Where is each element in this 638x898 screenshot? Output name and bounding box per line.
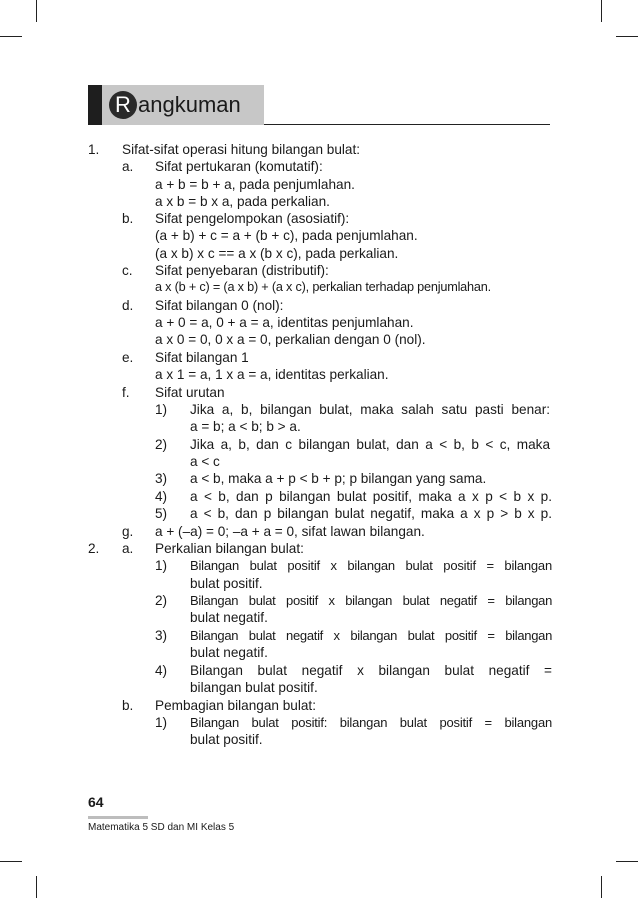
sub-title: Pembagian bilangan bulat:: [155, 698, 316, 713]
point-number: 2): [155, 437, 168, 452]
sub-label: c.: [122, 263, 133, 278]
point-number: 3): [155, 628, 168, 643]
sub-line: a + b = b + a, pada penjumlahan.: [155, 177, 355, 192]
sub-title: Sifat pertukaran (komutatif):: [155, 159, 323, 174]
item-number: 2.: [88, 541, 100, 556]
point-number: 1): [155, 715, 168, 730]
point-text: bilangan bulat positif.: [190, 680, 318, 695]
point-number: 2): [155, 593, 168, 608]
sub-title: Sifat urutan: [155, 385, 225, 400]
point-text: Bilangan bulat positif x bilangan bulat positif = bilangan: [190, 558, 552, 573]
crop-mark: [0, 36, 22, 37]
point-number: 3): [155, 471, 168, 486]
crop-mark: [601, 0, 602, 22]
sub-title: Sifat penyebaran (distributif):: [155, 263, 329, 278]
sub-label: e.: [122, 350, 134, 365]
point-text: a < b, dan p bilangan bulat negatif, maka a x p > b x p.: [190, 506, 552, 521]
crop-mark: [36, 0, 37, 22]
point-number: 5): [155, 506, 168, 521]
point-number: 4): [155, 663, 168, 678]
item-number: 1.: [88, 142, 100, 157]
point-text: a < b, dan p bilangan bulat positif, maka a x p < b x p.: [190, 489, 552, 504]
footer-rule: [88, 816, 148, 819]
page-number: 64: [88, 794, 104, 810]
sub-title: Sifat bilangan 0 (nol):: [155, 298, 284, 313]
sub-line: a x b = b x a, pada perkalian.: [155, 194, 330, 209]
point-text: bulat negatif.: [190, 645, 268, 660]
crop-mark: [601, 876, 602, 898]
section-header: [88, 85, 550, 125]
sub-line: a + 0 = a, 0 + a = a, identitas penjumlahan.: [155, 315, 414, 330]
sub-label: b.: [122, 698, 134, 713]
sub-title: Sifat bilangan 1: [155, 350, 249, 365]
crop-mark: [0, 861, 22, 862]
point-number: 4): [155, 489, 168, 504]
crop-mark: [36, 876, 37, 898]
sub-line: a x 1 = a, 1 x a = a, identitas perkalian.: [155, 367, 389, 382]
point-number: 1): [155, 558, 168, 573]
sub-label: d.: [122, 298, 134, 313]
book-title: Matematika 5 SD dan MI Kelas 5: [88, 822, 235, 833]
sub-line: a x 0 = 0, 0 x a = 0, perkalian dengan 0 (nol).: [155, 332, 426, 347]
sub-title: Perkalian bilangan bulat:: [155, 541, 304, 556]
point-text: Bilangan bulat positif x bilangan bulat negatif = bilangan: [190, 593, 552, 608]
sub-title: a + (–a) = 0; –a + a = 0, sifat lawan bilangan.: [155, 524, 425, 539]
point-text: Jika a, b, dan c bilangan bulat, dan a < b, b < c, maka: [190, 437, 550, 452]
item-text: Sifat-sifat operasi hitung bilangan bulat:: [122, 142, 361, 157]
section-title: angkuman: [138, 92, 241, 117]
point-text: Bilangan bulat negatif x bilangan bulat negatif =: [190, 663, 552, 678]
sub-label: f.: [122, 385, 130, 400]
point-number: 1): [155, 402, 168, 417]
point-text: bulat negatif.: [190, 610, 268, 625]
sub-title: Sifat pengelompokan (asosiatif):: [155, 211, 350, 226]
crop-mark: [616, 861, 638, 862]
sub-label: b.: [122, 211, 134, 226]
crop-mark: [616, 36, 638, 37]
header-rule: [264, 124, 550, 125]
sub-label: a.: [122, 159, 134, 174]
header-dark-bar: [88, 85, 102, 125]
point-text: a < b, maka a + p < b + p; p bilangan yang sama.: [190, 471, 487, 486]
point-text: a < c: [190, 454, 220, 469]
point-text: Bilangan bulat positif: bilangan bulat positif = bilangan: [190, 715, 552, 730]
point-text: bulat positif.: [190, 576, 263, 591]
sub-label: a.: [122, 541, 134, 556]
header-initial-circle: R: [109, 91, 137, 119]
point-text: a = b; a < b; b > a.: [190, 419, 301, 434]
sub-label: g.: [122, 524, 134, 539]
sub-line: a x (b + c) = (a x b) + (a x c), perkalian terhadap penjumlahan.: [155, 280, 491, 294]
sub-line: (a + b) + c = a + (b + c), pada penjumlahan.: [155, 228, 418, 243]
point-text: bulat positif.: [190, 732, 263, 747]
point-text: Bilangan bulat negatif x bilangan bulat positif = bilangan: [190, 628, 552, 643]
point-text: Jika a, b, bilangan bulat, maka salah satu pasti benar:: [190, 402, 550, 417]
sub-line: (a x b) x c == a x (b x c), pada perkalian.: [155, 246, 399, 261]
